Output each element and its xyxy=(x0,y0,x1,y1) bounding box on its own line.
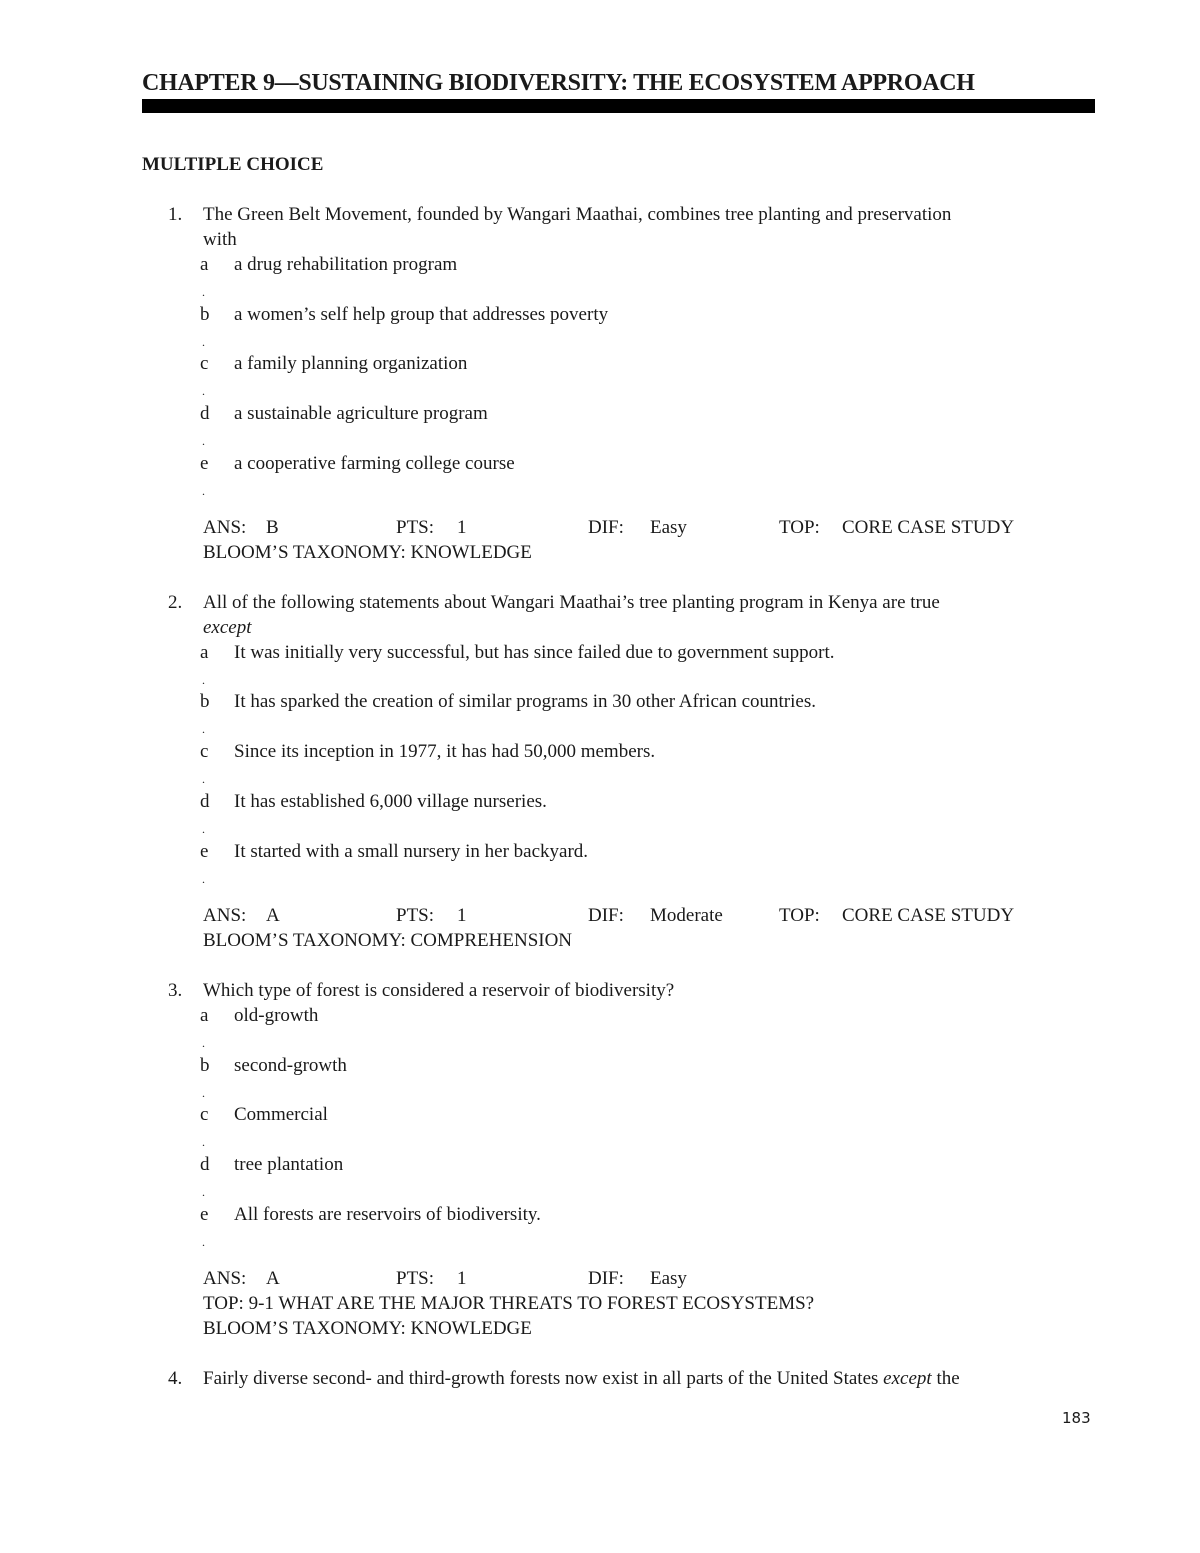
answer-value: A xyxy=(266,905,280,926)
option-dot: . xyxy=(202,1135,205,1149)
option-letter: d xyxy=(200,1154,210,1175)
option-text: second-growth xyxy=(234,1055,347,1076)
answer-label: ANS: xyxy=(203,905,247,926)
question-stem xyxy=(203,1367,960,1391)
option-text: It was initially very successful, but has since failed due to government support. xyxy=(234,642,835,663)
option-text: a cooperative farming college course xyxy=(234,453,515,474)
topic-label: TOP: xyxy=(779,905,820,926)
option-dot: . xyxy=(202,722,205,736)
topic-value: CORE CASE STUDY xyxy=(842,905,1015,926)
question-number: 3. xyxy=(168,980,183,1001)
option-dot: . xyxy=(202,335,205,349)
option-dot: . xyxy=(202,673,205,687)
stem-italic: except xyxy=(883,1368,932,1389)
option-text: It started with a small nursery in her backyard. xyxy=(234,841,589,862)
option-letter: a xyxy=(200,642,209,663)
option-text: a drug rehabilitation program xyxy=(234,254,458,275)
option-letter: b xyxy=(200,304,210,325)
option-letter: c xyxy=(200,353,209,374)
option-text: tree plantation xyxy=(234,1154,344,1175)
option-letter: d xyxy=(200,791,210,812)
option-dot: . xyxy=(202,484,205,498)
option-text: It has established 6,000 village nurseries. xyxy=(234,791,547,812)
question-stem: The Green Belt Movement, founded by Wangari Maathai, combines tree planting and preservation xyxy=(203,204,952,225)
title-rule xyxy=(142,99,1095,113)
points-label: PTS: xyxy=(396,1268,435,1289)
bloom-taxonomy: BLOOM’S TAXONOMY: KNOWLEDGE xyxy=(203,1318,532,1339)
option-letter: e xyxy=(200,453,209,474)
option-letter: c xyxy=(200,741,209,762)
option-text: It has sparked the creation of similar programs in 30 other African countries. xyxy=(234,691,816,712)
question-stem-italic: except xyxy=(203,617,252,638)
difficulty-value: Easy xyxy=(650,1268,687,1289)
option-letter: e xyxy=(200,841,209,862)
question-stem: All of the following statements about Wangari Maathai’s tree planting program in Kenya are true xyxy=(203,592,940,613)
question-stem: Which type of forest is considered a reservoir of biodiversity? xyxy=(203,980,675,1001)
option-text: All forests are reservoirs of biodiversity. xyxy=(234,1204,541,1225)
option-dot: . xyxy=(202,872,205,886)
option-text: a women’s self help group that addresses poverty xyxy=(234,304,609,325)
option-text: a family planning organization xyxy=(234,353,468,374)
stem-tail: the xyxy=(936,1368,960,1389)
answer-value: B xyxy=(266,517,279,538)
topic-value: CORE CASE STUDY xyxy=(842,517,1015,538)
option-letter: a xyxy=(200,1005,209,1026)
option-dot: . xyxy=(202,1086,205,1100)
section-title: MULTIPLE CHOICE xyxy=(142,154,324,175)
points-value: 1 xyxy=(457,1268,467,1289)
answer-label: ANS: xyxy=(203,517,247,538)
difficulty-value: Moderate xyxy=(650,905,723,926)
points-value: 1 xyxy=(457,905,467,926)
option-dot: . xyxy=(202,285,205,299)
option-dot: . xyxy=(202,1235,205,1249)
points-label: PTS: xyxy=(396,517,435,538)
option-dot: . xyxy=(202,1036,205,1050)
option-letter: c xyxy=(200,1104,209,1125)
option-text: Since its inception in 1977, it has had 50,000 members. xyxy=(234,741,656,762)
page-number: 183 xyxy=(1062,1409,1091,1427)
topic-label: TOP: xyxy=(779,517,820,538)
option-dot: . xyxy=(202,434,205,448)
question-stem: with xyxy=(203,229,237,250)
option-letter: a xyxy=(200,254,209,275)
answer-label: ANS: xyxy=(203,1268,247,1289)
option-letter: d xyxy=(200,403,210,424)
option-letter: b xyxy=(200,691,210,712)
answer-value: A xyxy=(266,1268,280,1289)
points-value: 1 xyxy=(457,517,467,538)
option-letter: b xyxy=(200,1055,210,1076)
points-label: PTS: xyxy=(396,905,435,926)
option-dot: . xyxy=(202,772,205,786)
question-number: 4. xyxy=(168,1368,183,1389)
difficulty-value: Easy xyxy=(650,517,687,538)
question-number: 1. xyxy=(168,204,183,225)
option-dot: . xyxy=(202,384,205,398)
difficulty-label: DIF: xyxy=(588,905,624,926)
option-letter: e xyxy=(200,1204,209,1225)
option-text: a sustainable agriculture program xyxy=(234,403,488,424)
option-dot: . xyxy=(202,1185,205,1199)
question-number: 2. xyxy=(168,592,183,613)
bloom-taxonomy: BLOOM’S TAXONOMY: COMPREHENSION xyxy=(203,930,573,951)
option-text: Commercial xyxy=(234,1104,328,1125)
topic-line: TOP: 9-1 WHAT ARE THE MAJOR THREATS TO FOREST ECOSYSTEMS? xyxy=(203,1293,815,1314)
chapter-title: CHAPTER 9—SUSTAINING BIODIVERSITY: THE ECOSYSTEM APPROACH xyxy=(142,70,975,96)
difficulty-label: DIF: xyxy=(588,517,624,538)
difficulty-label: DIF: xyxy=(588,1268,624,1289)
option-text: old-growth xyxy=(234,1005,319,1026)
stem-text: Fairly diverse second- and third-growth forests now exist in all parts of the United States xyxy=(203,1368,879,1389)
option-dot: . xyxy=(202,822,205,836)
bloom-taxonomy: BLOOM’S TAXONOMY: KNOWLEDGE xyxy=(203,542,532,563)
